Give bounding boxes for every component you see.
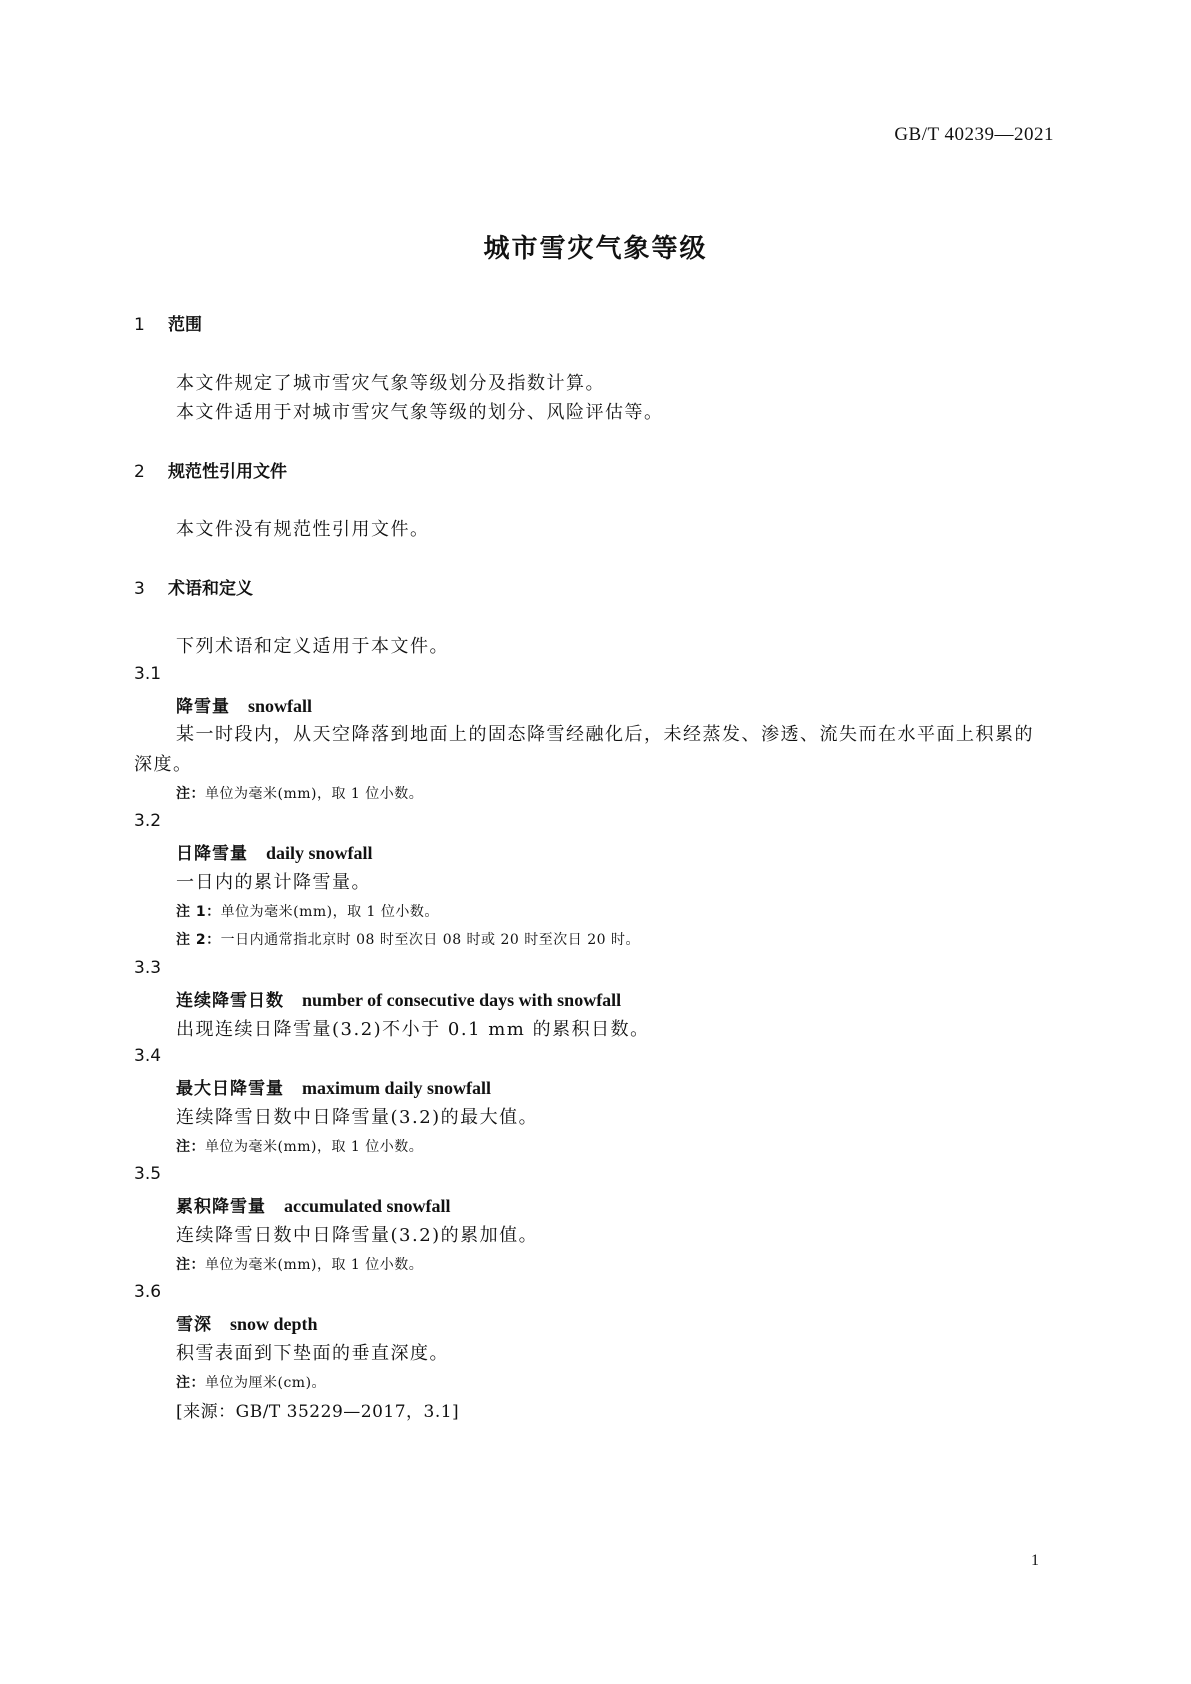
clause-number: 3.5 xyxy=(134,1164,162,1184)
term-zh: 最大日降雪量 xyxy=(176,1079,284,1099)
term-note xyxy=(176,783,423,803)
page-number: 1 xyxy=(1031,1552,1039,1569)
term-zh: 连续降雪日数 xyxy=(176,991,284,1011)
note-text: 单位为毫米(mm)，取 1 位小数。 xyxy=(205,1257,424,1273)
term-en: snow depth xyxy=(230,1314,318,1334)
term-note-2 xyxy=(176,929,640,949)
note-text: 单位为毫米(mm)，取 1 位小数。 xyxy=(220,904,439,920)
term-note xyxy=(176,1254,423,1274)
term-definition: 积雪表面到下垫面的垂直深度。 xyxy=(176,1343,449,1364)
term-en: daily snowfall xyxy=(266,843,373,863)
note-label: 注： xyxy=(176,1257,205,1273)
term-definition-continued: 深度。 xyxy=(134,754,193,775)
note-text: 单位为毫米(mm)，取 1 位小数。 xyxy=(205,786,424,802)
section-2-heading xyxy=(134,457,287,482)
section-number: 3 xyxy=(134,579,145,599)
term-zh: 日降雪量 xyxy=(176,844,248,864)
note-label: 注： xyxy=(176,1375,205,1391)
term-definition: 某一时段内，从天空降落到地面上的固态降雪经融化后，未经蒸发、渗透、流失而在水平面上积累的 xyxy=(176,724,1034,745)
section-title: 范围 xyxy=(168,315,202,335)
term-heading xyxy=(176,1192,451,1217)
term-definition: 出现连续日降雪量(3.2)不小于 0.1 mm 的累积日数。 xyxy=(176,1019,650,1040)
clause-number: 3.4 xyxy=(134,1046,162,1066)
note-label: 注 1： xyxy=(176,904,221,920)
term-definition: 一日内的累计降雪量。 xyxy=(176,872,371,893)
note-text: 一日内通常指北京时 08 时至次日 08 时或 20 时至次日 20 时。 xyxy=(220,932,640,948)
term-heading xyxy=(176,839,373,864)
section-number: 2 xyxy=(134,462,145,482)
document-title: 城市雪灾气象等级 xyxy=(483,234,708,264)
term-source: [来源：GB/T 35229—2017，3.1] xyxy=(176,1402,460,1422)
term-heading xyxy=(176,1074,491,1099)
term-zh: 累积降雪量 xyxy=(176,1197,266,1217)
term-zh: 降雪量 xyxy=(176,697,230,717)
clause-number: 3.3 xyxy=(134,958,162,978)
clause-number: 3.2 xyxy=(134,811,162,831)
term-definition: 连续降雪日数中日降雪量(3.2)的最大值。 xyxy=(176,1107,539,1128)
clause-number: 3.1 xyxy=(134,664,162,684)
term-en: maximum daily snowfall xyxy=(302,1078,492,1098)
section-title: 术语和定义 xyxy=(168,579,253,599)
section-1-heading xyxy=(134,310,202,335)
term-en: accumulated snowfall xyxy=(284,1196,451,1216)
section-1-paragraph-1: 本文件规定了城市雪灾气象等级划分及指数计算。 xyxy=(176,373,605,394)
standard-code: GB/T 40239—2021 xyxy=(894,124,1054,145)
note-text: 单位为毫米(mm)，取 1 位小数。 xyxy=(205,1139,424,1155)
term-heading xyxy=(176,1310,318,1335)
section-2-paragraph-1: 本文件没有规范性引用文件。 xyxy=(176,519,430,540)
term-heading xyxy=(176,692,312,717)
note-label: 注： xyxy=(176,1139,205,1155)
section-1-paragraph-2: 本文件适用于对城市雪灾气象等级的划分、风险评估等。 xyxy=(176,402,664,423)
term-heading xyxy=(176,986,621,1011)
section-3-paragraph-1: 下列术语和定义适用于本文件。 xyxy=(176,636,449,657)
term-zh: 雪深 xyxy=(176,1315,212,1335)
section-title: 规范性引用文件 xyxy=(168,462,287,482)
note-label: 注 2： xyxy=(176,932,221,948)
term-note-1 xyxy=(176,901,439,921)
section-3-heading xyxy=(134,574,253,599)
term-en: number of consecutive days with snowfall xyxy=(302,990,622,1010)
term-en: snowfall xyxy=(248,696,313,716)
clause-number: 3.6 xyxy=(134,1282,162,1302)
section-number: 1 xyxy=(134,315,145,335)
term-definition: 连续降雪日数中日降雪量(3.2)的累加值。 xyxy=(176,1225,539,1246)
note-text: 单位为厘米(cm)。 xyxy=(205,1375,327,1391)
term-note xyxy=(176,1372,326,1392)
term-note xyxy=(176,1136,423,1156)
note-label: 注： xyxy=(176,786,205,802)
